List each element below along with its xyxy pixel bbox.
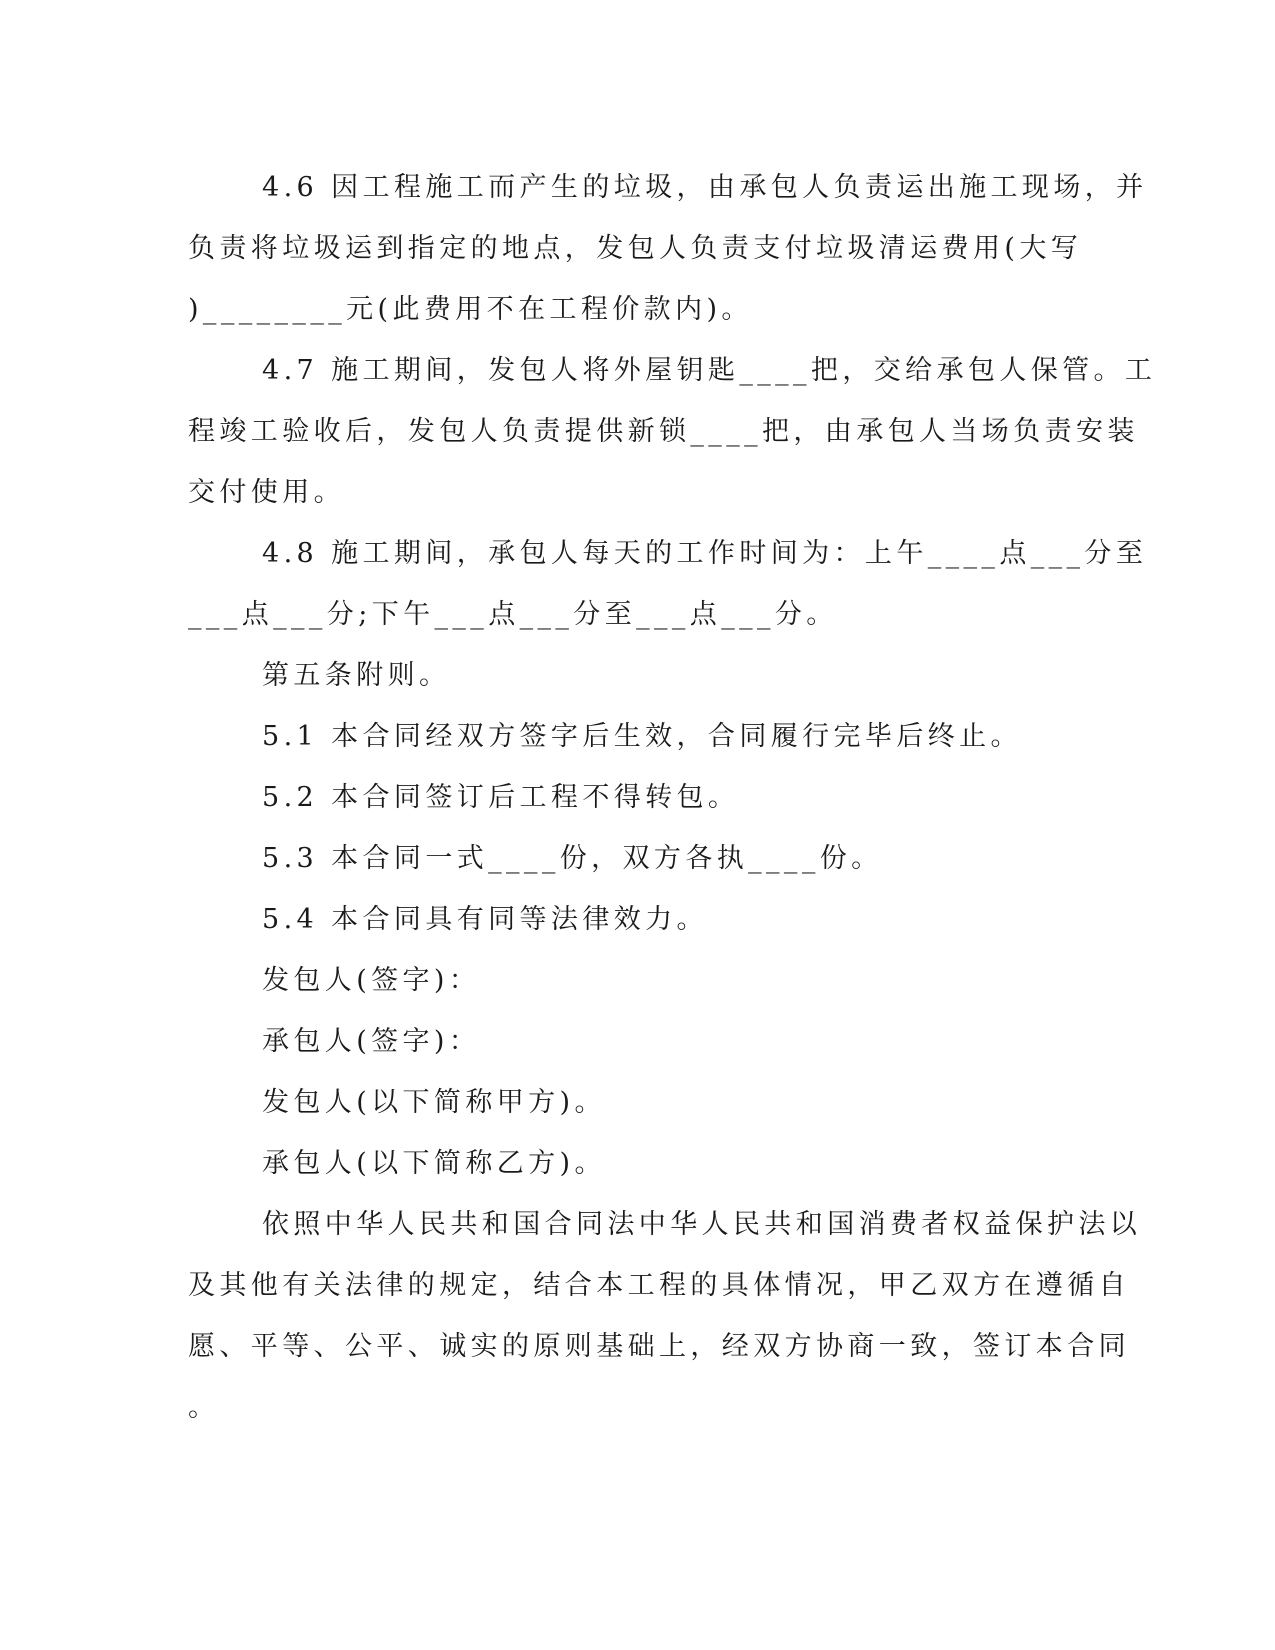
clause-4-8-line-1: 4.8 施工期间，承包人每天的工作时间为：上午____点___分至: [262, 538, 1148, 569]
party-b-definition: 承包人(以下简称乙方)。: [262, 1148, 606, 1179]
clause-5-1: 5.1 本合同经双方签字后生效，合同履行完毕后终止。: [262, 721, 1022, 752]
clause-4-6-line-2: 负责将垃圾运到指定的地点，发包人负责支付垃圾清运费用(大写: [188, 233, 1083, 264]
clause-4-7-line-3: 交付使用。: [188, 477, 345, 508]
preamble-line-1: 依照中华人民共和国合同法中华人民共和国消费者权益保护法以: [262, 1209, 1142, 1240]
clause-4-7-line-1: 4.7 施工期间，发包人将外屋钥匙____把，交给承包人保管。工: [262, 355, 1157, 386]
contractor-signature-line: 承包人(签字)：: [262, 1026, 481, 1057]
clause-4-6-line-1: 4.6 因工程施工而产生的垃圾，由承包人负责运出施工现场，并: [262, 172, 1148, 203]
article-5-heading: 第五条附则。: [262, 660, 451, 691]
clause-4-6-line-3: )________元(此费用不在工程价款内)。: [188, 294, 753, 325]
clause-5-3: 5.3 本合同一式____份，双方各执____份。: [262, 843, 883, 874]
clause-4-7-line-2: 程竣工验收后，发包人负责提供新锁____把，由承包人当场负责安装: [188, 416, 1139, 447]
preamble-line-2: 及其他有关法律的规定，结合本工程的具体情况，甲乙双方在遵循自: [188, 1270, 1130, 1301]
clause-5-2: 5.2 本合同签订后工程不得转包。: [262, 782, 740, 813]
clause-4-8-line-2: ___点___分;下午___点___分至___点___分。: [188, 599, 838, 630]
clause-5-4: 5.4 本合同具有同等法律效力。: [262, 904, 708, 935]
preamble-line-3: 愿、平等、公平、诚实的原则基础上，经双方协商一致，签订本合同: [188, 1331, 1130, 1362]
employer-signature-line: 发包人(签字)：: [262, 965, 481, 996]
preamble-line-4: 。: [188, 1392, 220, 1423]
party-a-definition: 发包人(以下简称甲方)。: [262, 1087, 606, 1118]
